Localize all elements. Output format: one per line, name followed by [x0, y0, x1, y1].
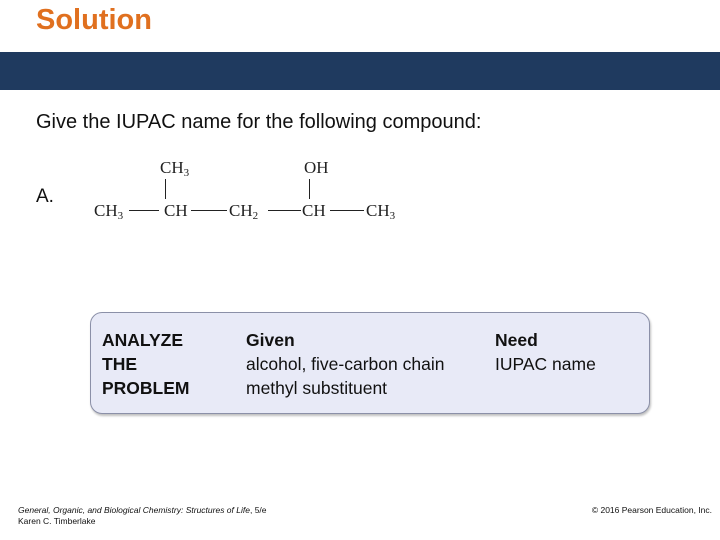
- given-label: Given: [246, 330, 295, 350]
- chain-carbon-2: CH: [164, 201, 188, 220]
- slide-title: Solution: [36, 4, 152, 36]
- chain-bond-3: [268, 210, 301, 211]
- need-label: Need: [495, 330, 538, 350]
- chain-bond-1: [129, 210, 159, 211]
- structural-formula: [88, 152, 418, 232]
- chain-bond-2: [191, 210, 227, 211]
- need-column: [495, 328, 596, 376]
- footer-copyright: © 2016 Pearson Education, Inc.: [591, 505, 712, 515]
- chain-carbon-3: $CH_2$: [229, 201, 259, 222]
- need-value: IUPAC name: [495, 354, 596, 374]
- analyze-problem-box: [90, 312, 650, 414]
- given-column: [246, 328, 444, 400]
- chain-carbon-4: CH: [302, 201, 326, 220]
- chain-carbon-1: $CH_3$: [94, 201, 124, 222]
- footer-citation: General, Organic, and Biological Chemistry: Structures of Life, 5/e Karen C. Timberlake: [18, 505, 267, 526]
- part-label: A.: [36, 186, 54, 207]
- chain-carbon-5: $CH_3$: [366, 201, 396, 222]
- given-line-2: methyl substituent: [246, 378, 388, 398]
- chain-bond-4: [330, 210, 364, 211]
- question-text: Give the IUPAC name for the following compound:: [36, 111, 482, 133]
- title-bar: [0, 52, 720, 90]
- given-line-1: alcohol, five-carbon chain: [246, 354, 445, 374]
- hydroxyl-bond: [309, 179, 310, 199]
- methyl-bond: [165, 179, 166, 199]
- analyze-heading: ANALYZE THE PROBLEM: [102, 330, 190, 398]
- methyl-substituent: $CH_3$: [160, 158, 190, 179]
- hydroxyl-group: OH: [304, 158, 329, 177]
